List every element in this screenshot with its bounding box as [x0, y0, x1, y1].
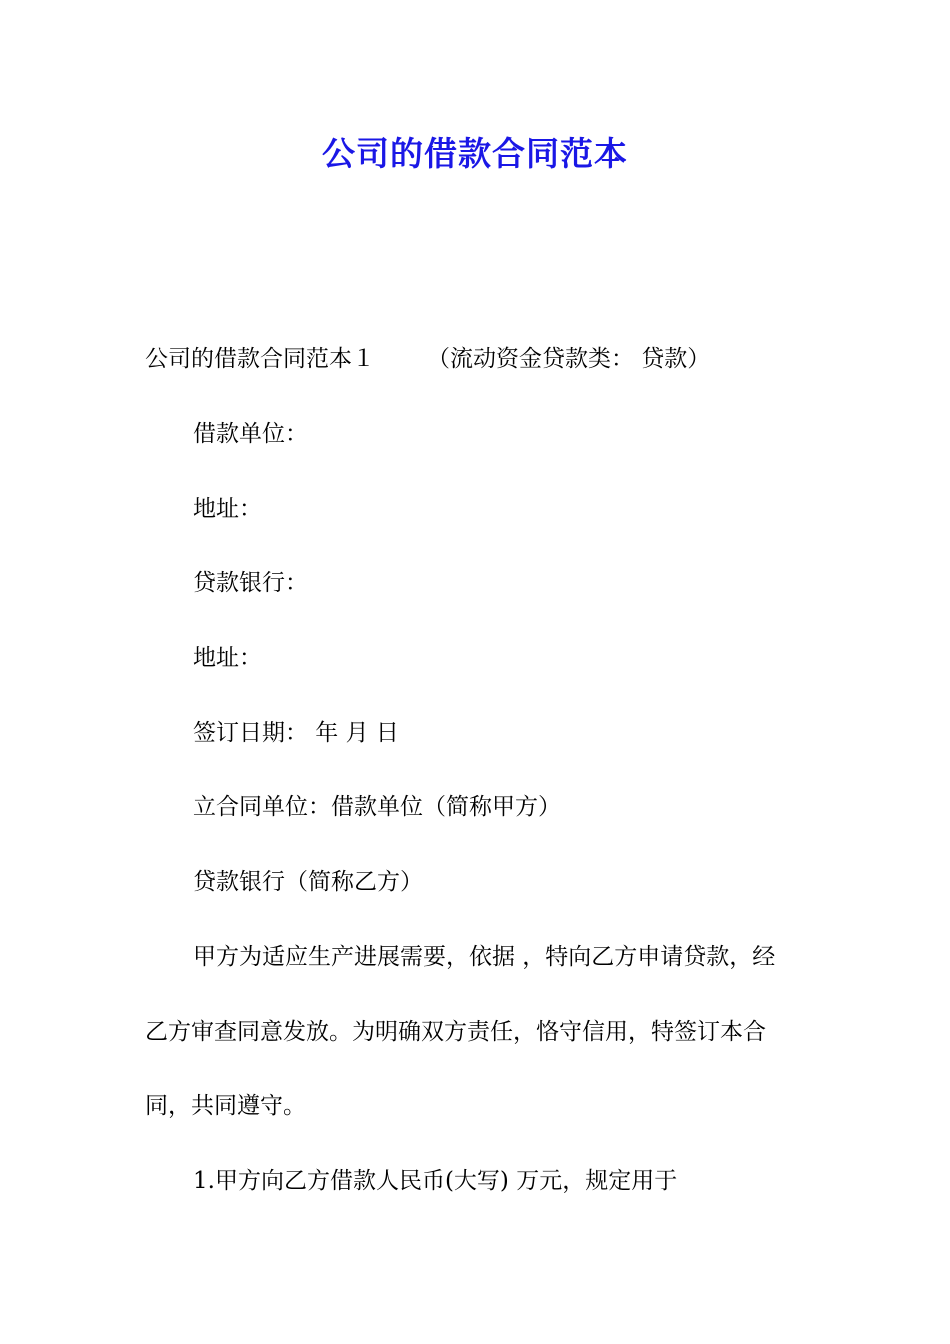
contract-heading-label: 公司的借款合同范本１: [145, 346, 375, 372]
clause-1: 1.甲方向乙方借款人民币(大写) 万元，规定用于: [193, 1168, 678, 1194]
sign-date-field: 签订日期： 年 月 日: [193, 720, 399, 746]
contract-category: （流动资金贷款类： 贷款）: [427, 346, 711, 372]
intro-paragraph-line-3: 同，共同遵守。: [145, 1093, 306, 1119]
lender-bank-field: 贷款银行：: [193, 570, 308, 596]
contract-heading: [145, 344, 710, 374]
document-title: 公司的借款合同范本: [322, 134, 628, 173]
party-b-line: 贷款银行（简称乙方）: [193, 869, 423, 895]
intro-paragraph-line-2: 乙方审查同意发放。为明确双方责任，恪守信用，特签订本合: [145, 1019, 766, 1045]
intro-paragraph-line-1: 甲方为适应生产进展需要，依据 ，特向乙方申请贷款，经: [193, 944, 776, 970]
party-a-line: 立合同单位：借款单位（简称甲方）: [193, 794, 561, 820]
lender-address-field: 地址：: [193, 645, 262, 671]
borrower-address-field: 地址：: [193, 496, 262, 522]
borrower-field: 借款单位：: [193, 421, 308, 447]
